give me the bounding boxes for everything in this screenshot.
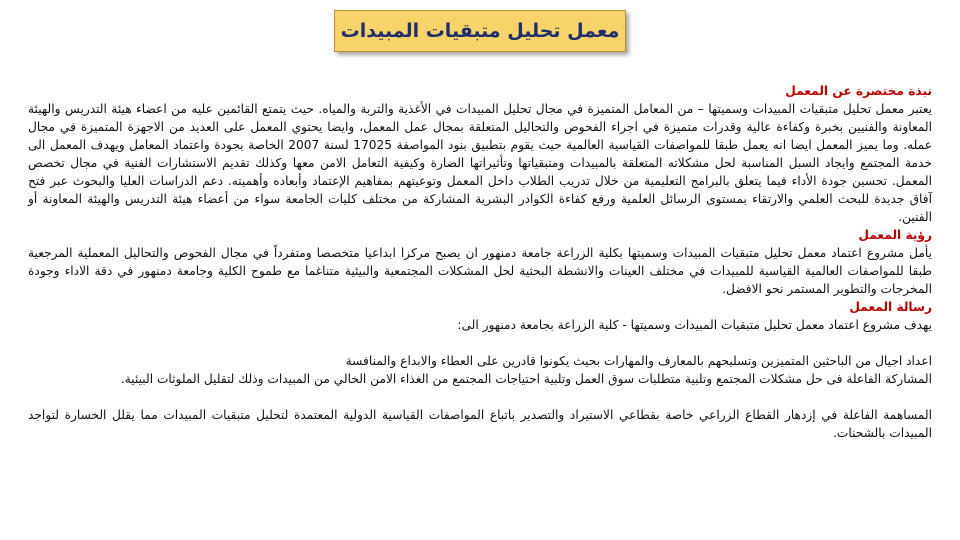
mission-intro: يهدف مشروع اعتماد معمل تحليل متبقيات المبيدات وسميتها - كلية الزراعة بجامعة دمنهور الى:: [457, 318, 932, 332]
mission-item: المساهمة الفاعلة في إزدهار القطاع الزراعي خاصة بقطاعي الاستيراد والتصدير باتباع المواصفات القياسية الدولية المعتمدة لتحليل متبقيات المبيدات مما يقلل الخسارة لتواجد المبيدات بالشحنات.: [28, 408, 932, 440]
content-body: [28, 82, 932, 442]
spacer: [28, 334, 932, 352]
mission-item: اعداد اجيال من الباحثين المتميزين وتسليحهم بالمعارف والمهارات بحيث يكونوا قادرين على العطاء والابداع والمنافسة: [345, 354, 932, 368]
page-title: معمل تحليل متبقيات المبيدات: [334, 10, 626, 52]
spacer: [28, 388, 932, 406]
about-heading: نبذة مختصرة عن المعمل: [785, 84, 932, 98]
vision-text: يأمل مشروع اعتماد معمل تحليل متبقيات المبيدات وسميتها بكلية الزراعة جامعة دمنهور ان يصبح مركزا ابداعيا متخصصا ومتفرداً في مجال الفحوص والتحاليل المعملية المرجعية طبقا للمواصفات العالمية القياسية للمبيدات في مختلف العينات والانشطة البحثية لحل المشكلات المجتمعية والبيئية متناغما مع طموح الكلية وجامعة دمنهور في دقة الاداء وجودة المخرجات والتطوير المستمر نحو الافضل.: [28, 246, 932, 296]
mission-item: المشاركة الفاعلة فى حل مشكلات المجتمع وتلبية متطلبات سوق العمل وتلبية احتياجات المجتمع من الغذاء الامن الخالي من المبيدات وذلك لتقليل الملوثات البيئية.: [120, 372, 932, 386]
vision-heading: رؤية المعمل: [858, 228, 932, 242]
about-text: يعتبر معمل تحليل متبقيات المبيدات وسميتها – من المعامل المتميزة في مجال تحليل المبيدات في الأغذية والتربة والمياه. حيث يتمتع القائمين عليه من اعضاء هيئة التدريس والهيئة المعاونة والفنيين بخبرة وكفاءة عالية وقدرات متميزة في اجراء الفحوص والتحاليل المتعلقة بمجال عمل المعمل، وايضا يحتوي المعمل على العديد من الاجهزة المتميزة في مجال عمله. وما يميز المعمل ايضا انه يعمل طبقا للمواصفات القياسية العالمية حيث يقوم بتطبيق بنود المواصفة 17025 لسنة 2007 الخاصة بجودة واعتماد المعامل ويهدف المعمل الى خدمة المجتمع وايجاد السبل المناسبة لحل مشكلاته المتعلقة بالمبيدات ومتبقياتها وتأثيراتها الضارة وكيفية التعامل الامن معها وكذلك تقديم الاستشارات الفنية في مجال تخصص المعمل. تحسين جودة الأداء فيما يتعلق بالبرامج التعليمية من خلال تدريب الطلاب داخل المعمل وتوعيتهم بمفاهيم الإعتماد وأبعاده وأهميته. دعم الدراسات العليا والبحوث عبر فتح آفاق جديدة للبحث العلمي والارتقاء بمستوى الرسائل العلمية ورفع كفاءة الكوادر البشرية المشاركة من مختلف كليات الجامعة سواء من أعضاء هيئة التدريس والهيئة المعاونة أو الفنين.: [28, 102, 932, 224]
mission-heading: رسالة المعمل: [849, 300, 932, 314]
